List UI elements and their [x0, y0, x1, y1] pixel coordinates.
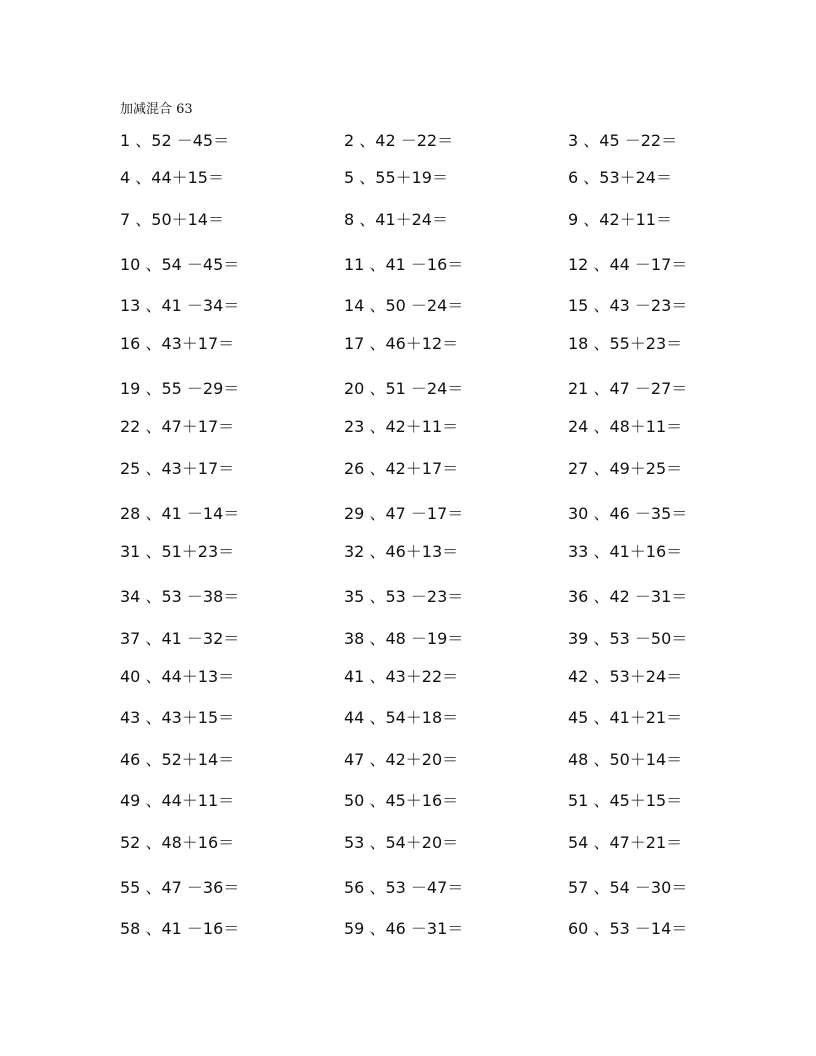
problem-item: 5 、55＋19＝ [344, 168, 448, 187]
problem-item: 52 、48＋16＝ [120, 833, 235, 852]
problem-item: 12 、44 －17＝ [568, 255, 688, 274]
problem-item: 47 、42＋20＝ [344, 750, 459, 769]
problem-item: 48 、50＋14＝ [568, 750, 683, 769]
problem-item: 36 、42 －31＝ [568, 587, 688, 606]
problem-item: 18 、55＋23＝ [568, 334, 683, 353]
problem-item: 40 、44＋13＝ [120, 667, 235, 686]
problem-item: 19 、55 －29＝ [120, 379, 240, 398]
problem-item: 46 、52＋14＝ [120, 750, 235, 769]
problem-item: 27 、49＋25＝ [568, 459, 683, 478]
problem-item: 24 、48＋11＝ [568, 417, 683, 436]
problem-item: 39 、53 －50＝ [568, 629, 688, 648]
problem-item: 43 、43＋15＝ [120, 708, 235, 727]
problem-item: 41 、43＋22＝ [344, 667, 459, 686]
problem-item: 56 、53 －47＝ [344, 878, 464, 897]
problem-item: 51 、45＋15＝ [568, 791, 683, 810]
problem-item: 60 、53 －14＝ [568, 919, 688, 938]
problem-item: 13 、41 －34＝ [120, 296, 240, 315]
problem-item: 6 、53＋24＝ [568, 168, 672, 187]
problem-item: 49 、44＋11＝ [120, 791, 235, 810]
problem-item: 10 、54 －45＝ [120, 255, 240, 274]
problem-item: 44 、54＋18＝ [344, 708, 459, 727]
problem-item: 25 、43＋17＝ [120, 459, 235, 478]
problem-item: 59 、46 －31＝ [344, 919, 464, 938]
problem-item: 17 、46＋12＝ [344, 334, 459, 353]
problem-item: 22 、47＋17＝ [120, 417, 235, 436]
problem-item: 54 、47＋21＝ [568, 833, 683, 852]
problem-item: 1 、52 －45＝ [120, 131, 230, 150]
problem-item: 57 、54 －30＝ [568, 878, 688, 897]
problem-item: 30 、46 －35＝ [568, 504, 688, 523]
problem-item: 32 、46＋13＝ [344, 542, 459, 561]
problem-item: 7 、50＋14＝ [120, 210, 224, 229]
problem-item: 28 、41 －14＝ [120, 504, 240, 523]
problem-item: 16 、43＋17＝ [120, 334, 235, 353]
problem-item: 34 、53 －38＝ [120, 587, 240, 606]
problem-item: 37 、41 －32＝ [120, 629, 240, 648]
problem-item: 31 、51＋23＝ [120, 542, 235, 561]
problem-item: 33 、41＋16＝ [568, 542, 683, 561]
problem-item: 20 、51 －24＝ [344, 379, 464, 398]
problem-item: 58 、41 －16＝ [120, 919, 240, 938]
problem-item: 11 、41 －16＝ [344, 255, 464, 274]
problem-item: 26 、42＋17＝ [344, 459, 459, 478]
problem-item: 50 、45＋16＝ [344, 791, 459, 810]
problem-item: 42 、53＋24＝ [568, 667, 683, 686]
problem-item: 35 、53 －23＝ [344, 587, 464, 606]
problem-item: 3 、45 －22＝ [568, 131, 678, 150]
problem-item: 38 、48 －19＝ [344, 629, 464, 648]
problem-item: 45 、41＋21＝ [568, 708, 683, 727]
problem-item: 21 、47 －27＝ [568, 379, 688, 398]
problem-item: 23 、42＋11＝ [344, 417, 459, 436]
problem-item: 53 、54＋20＝ [344, 833, 459, 852]
problem-item: 8 、41＋24＝ [344, 210, 448, 229]
page-title: 加减混合 63 [120, 102, 193, 117]
problem-item: 15 、43 －23＝ [568, 296, 688, 315]
problem-item: 2 、42 －22＝ [344, 131, 454, 150]
problem-item: 29 、47 －17＝ [344, 504, 464, 523]
problem-item: 14 、50 －24＝ [344, 296, 464, 315]
problem-item: 9 、42＋11＝ [568, 210, 672, 229]
problem-item: 4 、44＋15＝ [120, 168, 224, 187]
problem-item: 55 、47 －36＝ [120, 878, 240, 897]
